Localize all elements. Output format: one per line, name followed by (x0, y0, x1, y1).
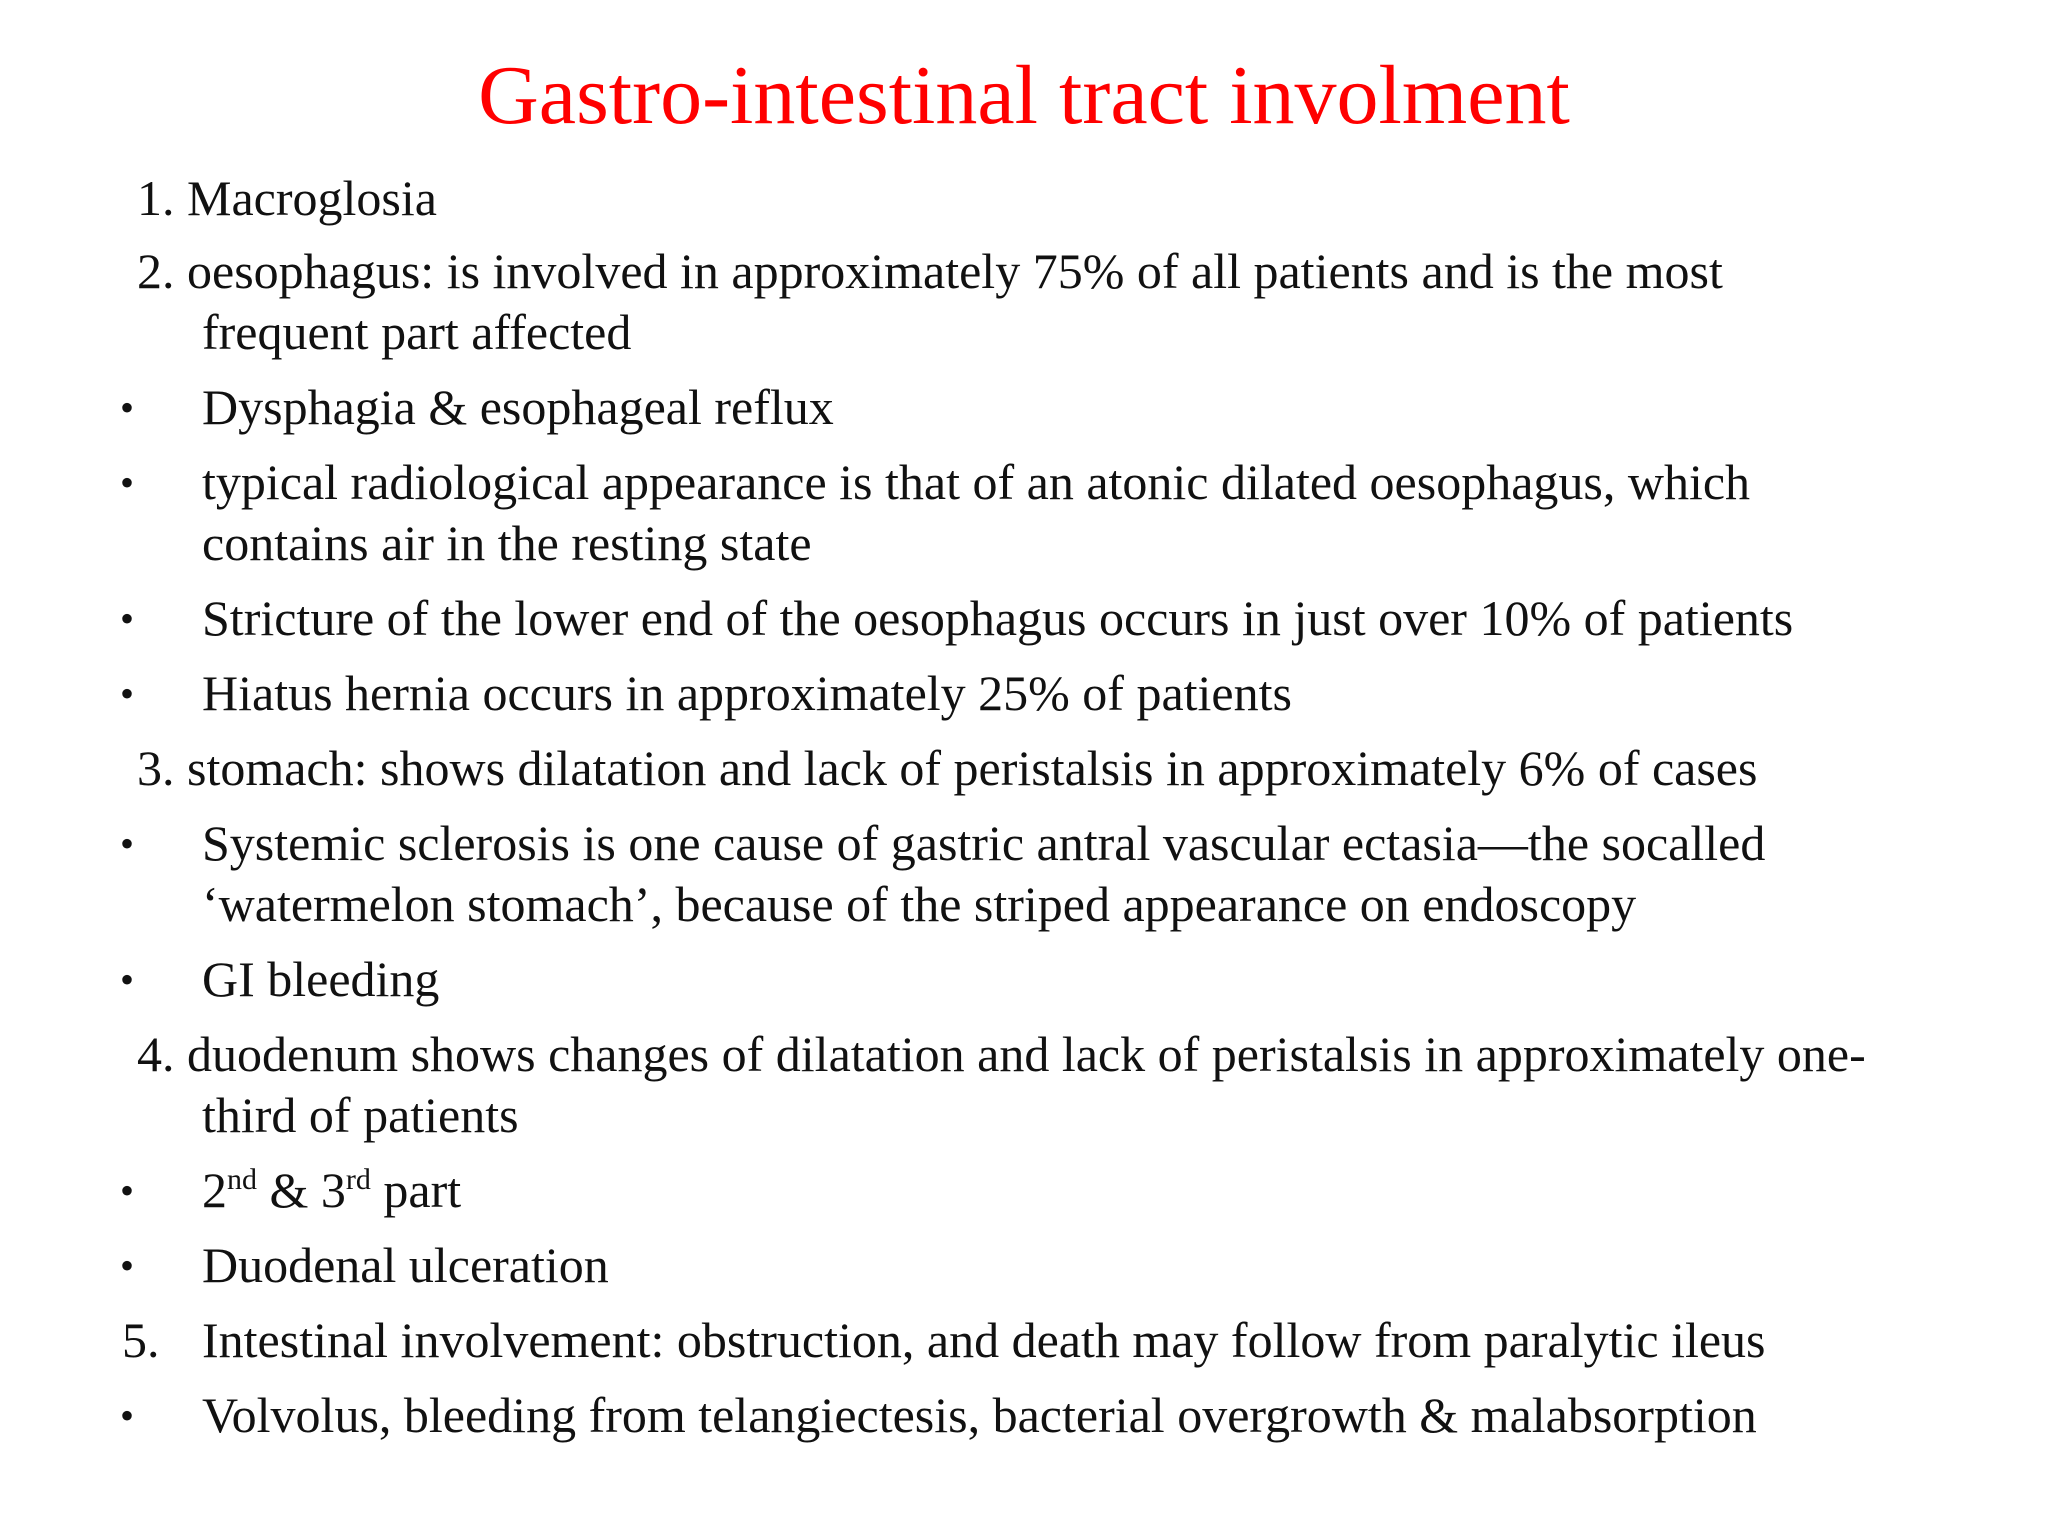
list-item (0, 813, 2048, 935)
item-number: 5. (122, 1312, 160, 1368)
item-text: Duodenal ulceration (202, 1237, 609, 1293)
list-item (0, 241, 2048, 363)
item-text: Intestinal involvement: obstruction, and death may follow from paralytic ileus (202, 1312, 1766, 1368)
item-text: typical radiological appearance is that of an atonic dilated oesophagus, which (202, 454, 1751, 510)
list-item (0, 1310, 2048, 1371)
item-text: 2nd & 3rd part (202, 1162, 462, 1218)
item-text: 1. Macroglosia (137, 170, 437, 226)
bullet-icon: • (120, 1393, 135, 1438)
item-text: 3. stomach: shows dilatation and lack of peristalsis in approximately 6% of cases (137, 740, 1758, 796)
item-text: Volvolus, bleeding from telangiectesis, bacterial overgrowth & malabsorption (202, 1387, 1757, 1443)
item-text-continuation: ‘watermelon stomach’, because of the striped appearance on endoscopy (202, 876, 1637, 932)
item-text-continuation: frequent part affected (202, 304, 632, 360)
bullet-icon: • (120, 460, 135, 505)
bullet-icon: • (120, 1243, 135, 1288)
item-text: 2. oesophagus: is involved in approximately 75% of all patients and is the most (137, 243, 1723, 299)
list-item (0, 663, 2048, 724)
list-item (0, 1385, 2048, 1446)
bullet-icon: • (120, 671, 135, 716)
bullet-icon: • (120, 957, 135, 1002)
list-item (0, 1235, 2048, 1296)
item-text: Systemic sclerosis is one cause of gastric antral vascular ectasia—the socalled (202, 815, 1766, 871)
item-text: Stricture of the lower end of the oesophagus occurs in just over 10% of patients (202, 590, 1794, 646)
item-text: Hiatus hernia occurs in approximately 25% of patients (202, 665, 1292, 721)
item-text-continuation: contains air in the resting state (202, 515, 812, 571)
list-item (0, 168, 2048, 229)
list-item (0, 949, 2048, 1010)
list-item (0, 588, 2048, 649)
item-text: Dysphagia & esophageal reflux (202, 379, 834, 435)
slide-body (0, 168, 2048, 1443)
item-text: GI bleeding (202, 951, 440, 1007)
bullet-icon: • (120, 596, 135, 641)
slide-title: Gastro-intestinal tract involment (478, 49, 1570, 142)
bullet-icon: • (120, 1168, 135, 1213)
bullet-icon: • (120, 821, 135, 866)
list-item (0, 738, 2048, 799)
list-item (0, 1024, 2048, 1146)
list-item (0, 1160, 2048, 1221)
item-text-continuation: third of patients (202, 1087, 519, 1143)
list-item (0, 377, 2048, 438)
list-item (0, 452, 2048, 574)
item-text: 4. duodenum shows changes of dilatation and lack of peristalsis in approximately one- (137, 1026, 1866, 1082)
bullet-icon: • (120, 385, 135, 430)
